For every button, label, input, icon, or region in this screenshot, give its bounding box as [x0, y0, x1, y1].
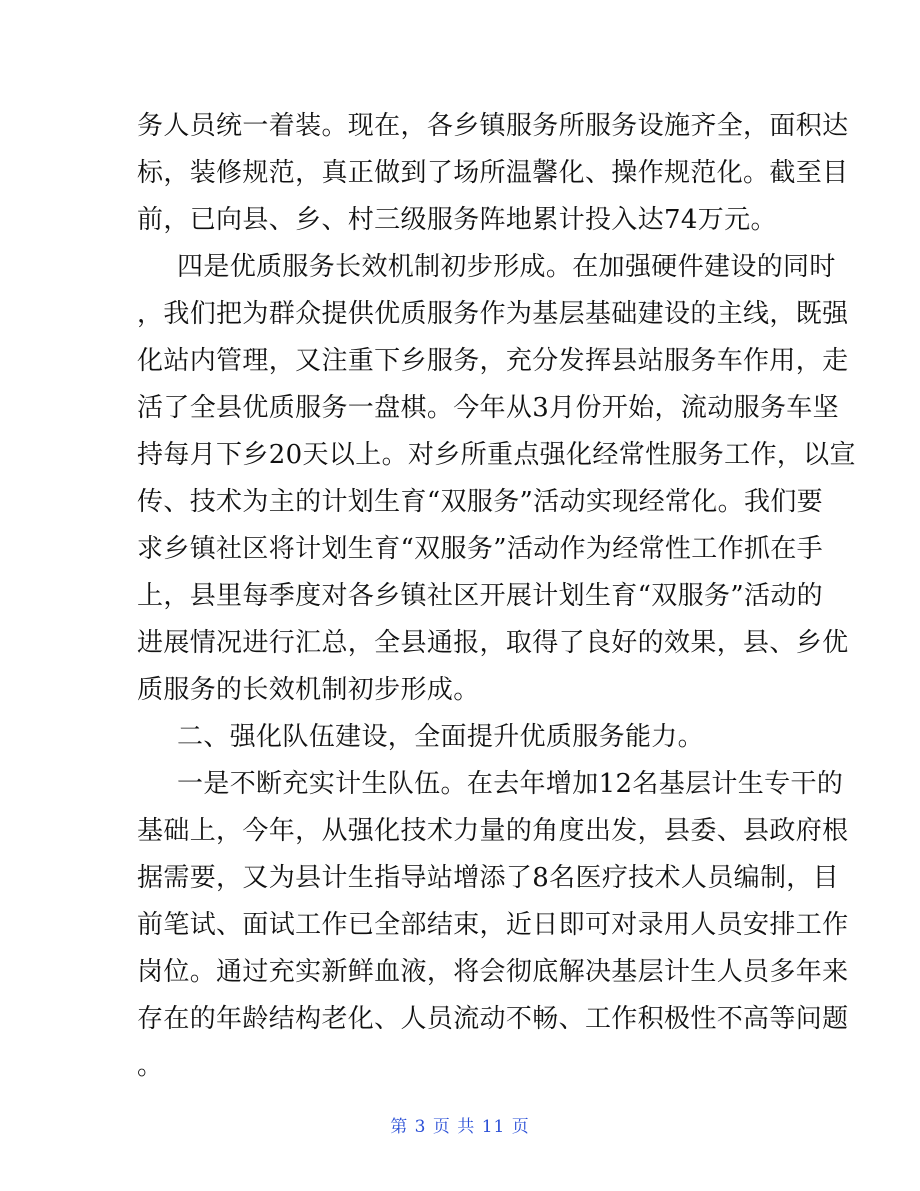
page-number-footer: 第 3 页 共 11 页: [390, 1117, 530, 1137]
paragraph-first-line: 四是优质服务长效机制初步形成。在加强硬件建设的同时: [177, 252, 836, 282]
paragraph-first-line: 一是不断充实计生队伍。在去年增加12名基层计生专干的: [177, 769, 844, 799]
body-line: 存在的年龄结构老化、人员流动不畅、工作积极性不高等问题: [137, 1004, 849, 1034]
body-line: 化站内管理，又注重下乡服务，充分发挥县站服务车作用，走: [137, 346, 849, 376]
body-line: 务人员统一着装。现在，各乡镇服务所服务设施齐全，面积达: [137, 111, 849, 141]
body-line: 活了全县优质服务一盘棋。今年从3月份开始，流动服务车坚: [137, 393, 839, 423]
body-line: 进展情况进行汇总，全县通报，取得了良好的效果，县、乡优: [137, 628, 849, 658]
body-line: 上，县里每季度对各乡镇社区开展计划生育“双服务”活动的: [137, 581, 824, 611]
body-line: 前笔试、面试工作已全部结束，近日即可对录用人员安排工作: [137, 910, 849, 940]
body-line: 前，已向县、乡、村三级服务阵地累计投入达74万元。: [137, 205, 777, 235]
body-line: 标，装修规范，真正做到了场所温馨化、操作规范化。截至目: [137, 158, 849, 188]
body-line: 质服务的长效机制初步形成。: [137, 675, 480, 705]
body-line: 岗位。通过充实新鲜血液，将会彻底解决基层计生人员多年来: [137, 957, 849, 987]
body-line: 求乡镇社区将计划生育“双服务”活动作为经常性工作抓在手: [137, 534, 824, 564]
body-line: 。: [137, 1051, 164, 1081]
body-line: 持每月下乡20天以上。对乡所重点强化经常性服务工作，以宣: [137, 440, 856, 470]
section-heading: 二、强化队伍建设，全面提升优质服务能力。: [177, 722, 705, 752]
body-line: 传、技术为主的计划生育“双服务”活动实现经常化。我们要: [137, 487, 824, 517]
body-line: ，我们把为群众提供优质服务作为基层基础建设的主线，既强: [137, 299, 849, 329]
body-line: 据需要，又为县计生指导站增添了8名医疗技术人员编制，目: [137, 863, 839, 893]
body-line: 基础上，今年，从强化技术力量的角度出发，县委、县政府根: [137, 816, 849, 846]
